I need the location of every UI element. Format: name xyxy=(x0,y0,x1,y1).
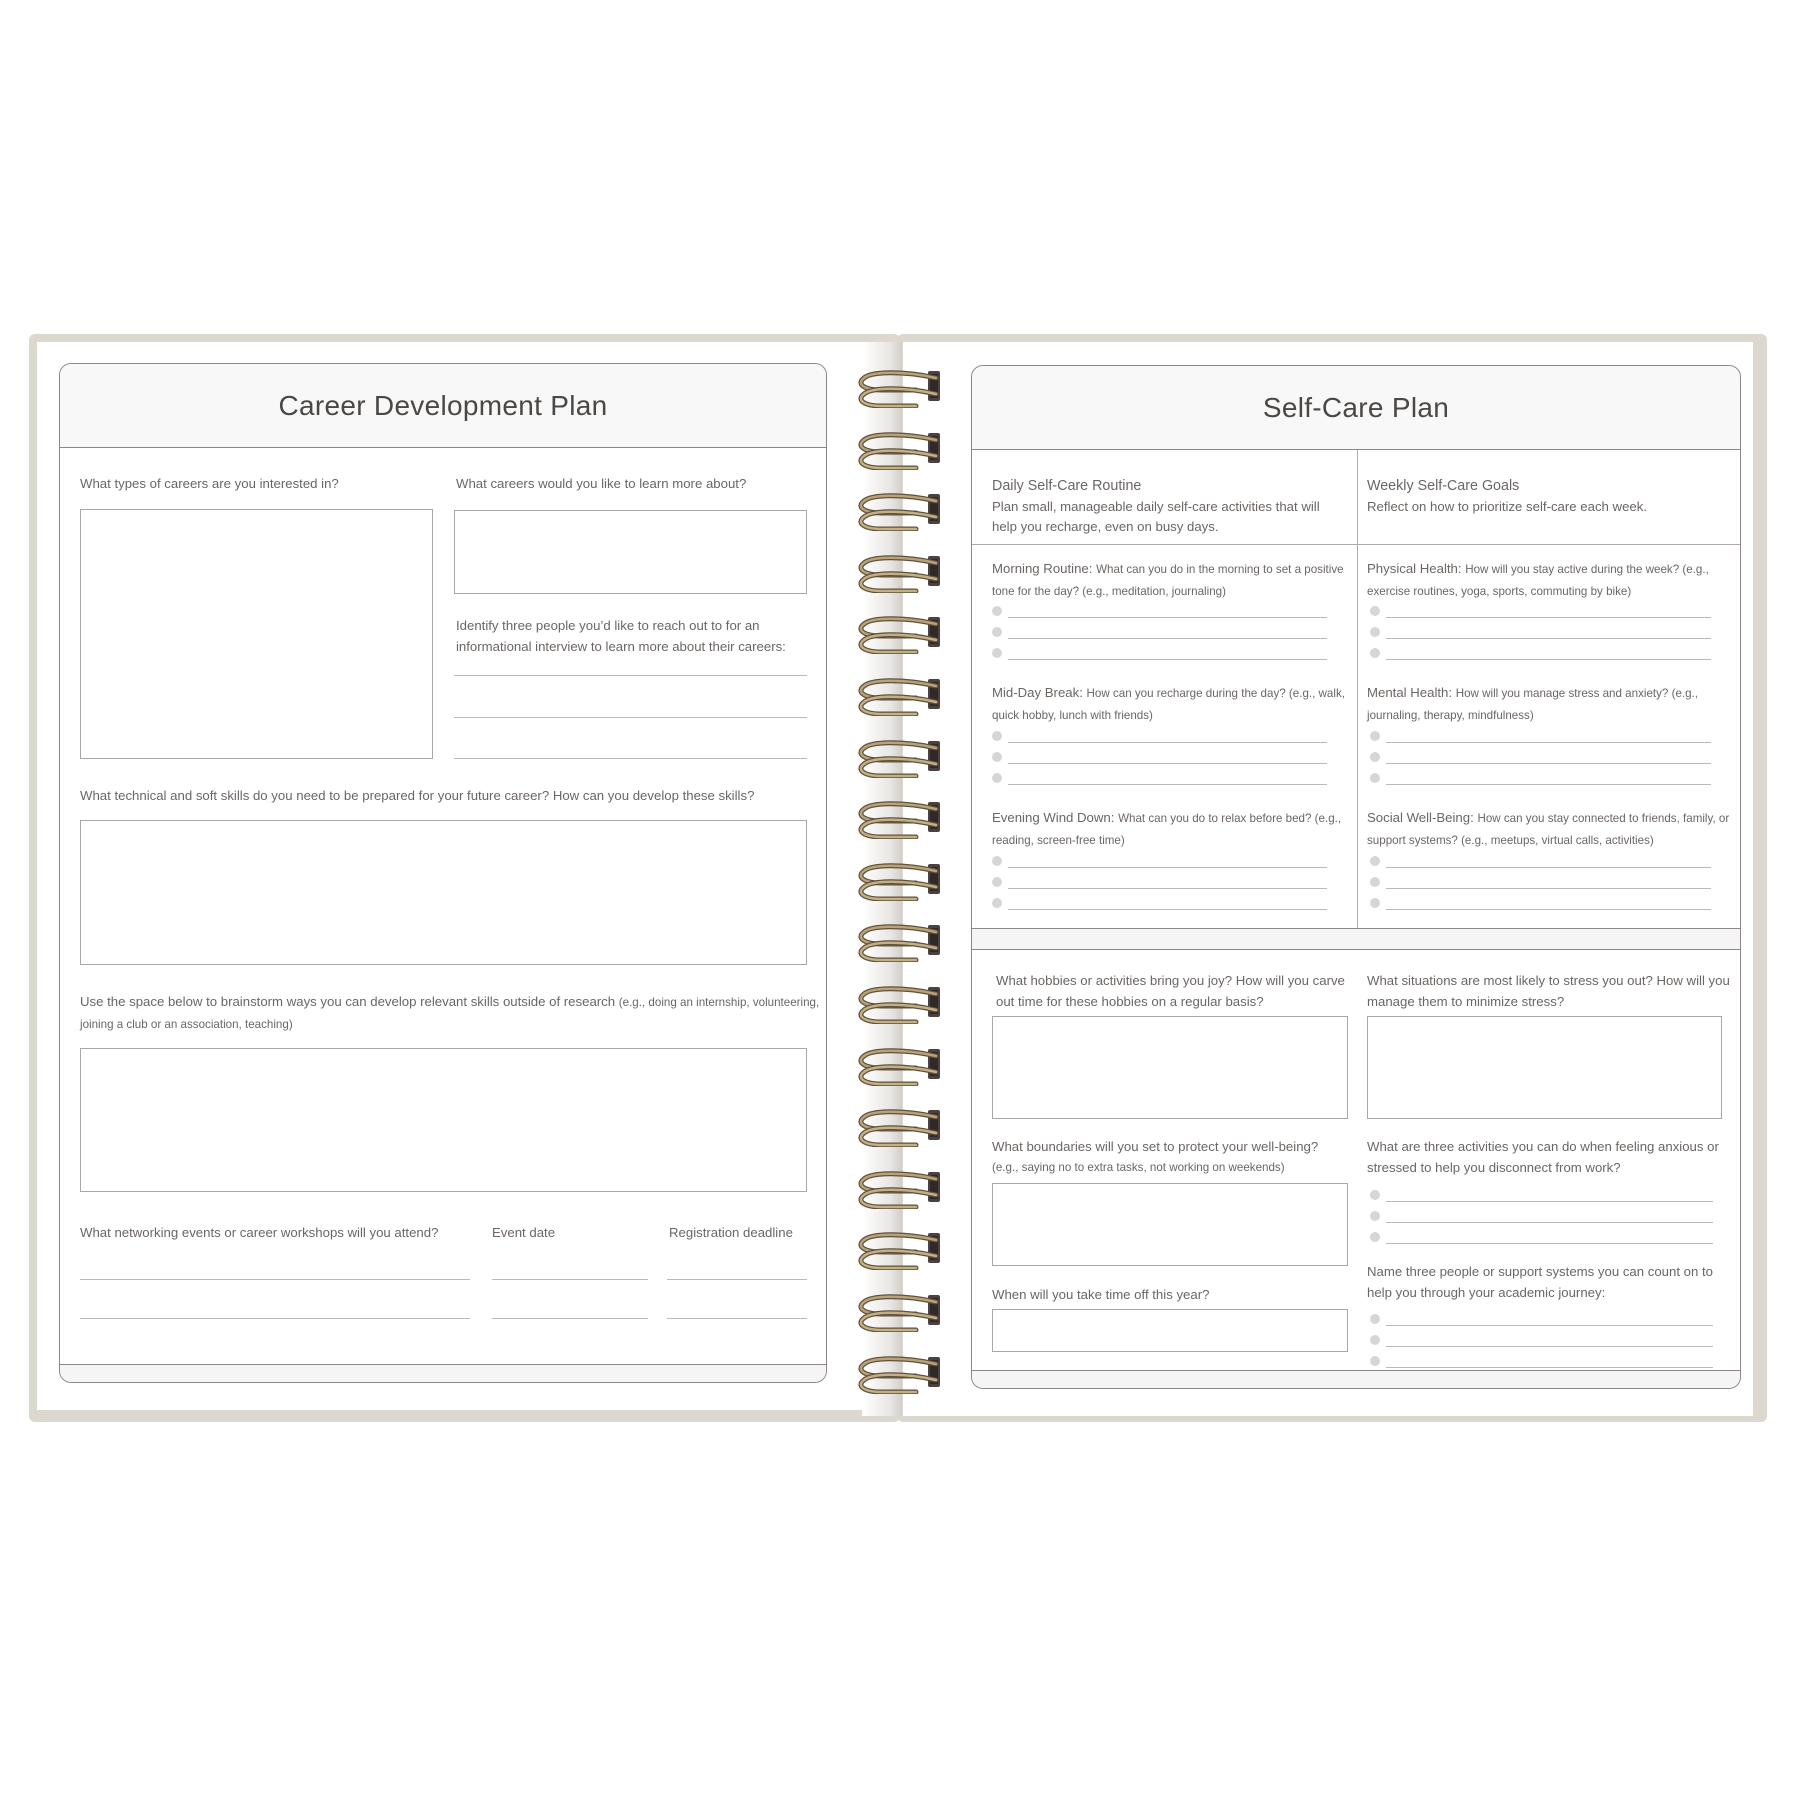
daily-routine-heading: Daily Self-Care Routine xyxy=(992,478,1142,494)
bullet-dot-icon xyxy=(1370,1335,1380,1345)
careers-interested-question: What types of careers are you interested in? xyxy=(80,476,339,491)
morning-routine-prompt: What can you do in the morning to set a positive tone for the day? (e.g., meditation, journaling) xyxy=(992,563,1344,598)
spiral-coil-icon xyxy=(856,430,952,470)
social-well-being-prompt: How can you stay connected to friends, family, or support systems? (e.g., meetups, virtual calls, activities) xyxy=(1367,812,1730,847)
evening-wind-down-label: Evening Wind Down: xyxy=(992,810,1115,825)
spiral-coil-icon xyxy=(856,861,952,901)
spiral-coil-icon xyxy=(856,1292,952,1332)
contact-line-1[interactable] xyxy=(454,675,807,676)
bullet-dot-icon xyxy=(1370,1356,1380,1366)
physical-line-3[interactable] xyxy=(1386,659,1711,660)
column-divider xyxy=(1357,450,1358,928)
boundaries-box[interactable] xyxy=(992,1183,1348,1266)
morning-routine-question xyxy=(992,559,1347,602)
careers-interested-box[interactable] xyxy=(80,509,433,759)
bullet-dot-icon xyxy=(1370,752,1380,762)
mental-line-3[interactable] xyxy=(1386,784,1711,785)
event-name-line-2[interactable] xyxy=(80,1318,470,1319)
physical-health-prompt: How will you stay active during the week? (e.g., exercise routines, yoga, sports, commuting by bike) xyxy=(1367,563,1709,598)
evening-line-2[interactable] xyxy=(1008,888,1327,889)
contact-line-3[interactable] xyxy=(454,758,807,759)
skills-question: What technical and soft skills do you need to be prepared for your future career? How can you develop these skills? xyxy=(80,788,755,803)
time-off-question: When will you take time off this year? xyxy=(992,1287,1210,1302)
brainstorm-main-text: Use the space below to brainstorm ways you can develop relevant skills outside of research xyxy=(80,994,616,1009)
weekly-goals-heading: Weekly Self-Care Goals xyxy=(1367,478,1520,494)
bullet-dot-icon xyxy=(992,731,1002,741)
event-date-header: Event date xyxy=(492,1225,556,1240)
registration-line-1[interactable] xyxy=(667,1279,807,1280)
bullet-dot-icon xyxy=(1370,877,1380,887)
morning-line-2[interactable] xyxy=(1008,638,1327,639)
spiral-coil-icon xyxy=(856,368,952,408)
bullet-dot-icon xyxy=(1370,1211,1380,1221)
midday-line-1[interactable] xyxy=(1008,742,1327,743)
support-question: Name three people or support systems you can count on to help you through your academic journey: xyxy=(1367,1264,1713,1300)
spiral-coil-icon xyxy=(856,1107,952,1147)
midday-break-label: Mid-Day Break: xyxy=(992,685,1083,700)
evening-line-3[interactable] xyxy=(1008,909,1327,910)
bullet-dot-icon xyxy=(992,752,1002,762)
hobbies-question: What hobbies or activities bring you joy? How will you carve out time for these hobbies on a regular basis? xyxy=(996,973,1345,1009)
bullet-dot-icon xyxy=(992,627,1002,637)
activity-line-3[interactable] xyxy=(1386,1243,1713,1244)
boundaries-example-text: (e.g., saying no to extra tasks, not working on weekends) xyxy=(992,1160,1285,1174)
support-line-1[interactable] xyxy=(1386,1325,1713,1326)
page-footer xyxy=(60,1364,826,1382)
event-date-line-1[interactable] xyxy=(492,1279,648,1280)
bullet-dot-icon xyxy=(1370,1190,1380,1200)
spiral-coil-icon xyxy=(856,1230,952,1270)
registration-deadline-header: Registration deadline xyxy=(669,1225,793,1240)
midday-break-question xyxy=(992,683,1347,726)
brainstorm-question xyxy=(80,992,820,1035)
social-well-being-question xyxy=(1367,808,1737,851)
stress-question: What situations are most likely to stress you out? How will you manage them to minimize stress? xyxy=(1367,973,1730,1009)
networking-question: What networking events or career workshops will you attend? xyxy=(80,1225,439,1240)
activity-line-2[interactable] xyxy=(1386,1222,1713,1223)
midday-break-prompt: How can you recharge during the day? (e.g., walk, quick hobby, lunch with friends) xyxy=(992,687,1345,722)
three-activities-question: What are three activities you can do when feeling anxious or stressed to help you disconnect from work? xyxy=(1367,1139,1719,1175)
morning-routine-label: Morning Routine: xyxy=(992,561,1093,576)
bullet-dot-icon xyxy=(992,648,1002,658)
page-title: Career Development Plan xyxy=(278,390,608,421)
mental-line-1[interactable] xyxy=(1386,742,1711,743)
social-well-being-label: Social Well-Being: xyxy=(1367,810,1474,825)
midday-line-2[interactable] xyxy=(1008,763,1327,764)
bullet-dot-icon xyxy=(1370,627,1380,637)
bullet-dot-icon xyxy=(992,856,1002,866)
spiral-coil-icon xyxy=(856,984,952,1024)
hobbies-box[interactable] xyxy=(992,1016,1348,1119)
bullet-dot-icon xyxy=(1370,1232,1380,1242)
bullet-dot-icon xyxy=(1370,856,1380,866)
mental-health-question xyxy=(1367,683,1732,726)
physical-line-2[interactable] xyxy=(1386,638,1711,639)
spiral-coil-icon xyxy=(856,614,952,654)
bullet-dot-icon xyxy=(992,877,1002,887)
daily-routine-heading-block xyxy=(992,476,1347,538)
physical-health-question xyxy=(1367,559,1732,602)
careers-learn-question: What careers would you like to learn more about? xyxy=(456,476,747,491)
registration-line-2[interactable] xyxy=(667,1318,807,1319)
activity-line-1[interactable] xyxy=(1386,1201,1713,1202)
spiral-coil-icon xyxy=(856,676,952,716)
morning-line-1[interactable] xyxy=(1008,617,1327,618)
evening-wind-down-prompt: What can you do to relax before bed? (e.g., reading, screen-free time) xyxy=(992,812,1342,847)
physical-health-label: Physical Health: xyxy=(1367,561,1462,576)
mental-line-2[interactable] xyxy=(1386,763,1711,764)
spiral-coil-icon xyxy=(856,799,952,839)
morning-line-3[interactable] xyxy=(1008,659,1327,660)
weekly-goals-heading-block xyxy=(1367,476,1732,517)
contact-line-2[interactable] xyxy=(454,717,807,718)
support-line-2[interactable] xyxy=(1386,1346,1713,1347)
bullet-dot-icon xyxy=(1370,898,1380,908)
evening-wind-down-question xyxy=(992,808,1352,851)
spiral-coil-icon xyxy=(856,1169,952,1209)
mental-health-label: Mental Health: xyxy=(1367,685,1453,700)
boundaries-main-text: What boundaries will you set to protect your well-being? xyxy=(992,1139,1319,1154)
spiral-coil-icon xyxy=(856,491,952,531)
spiral-coil-icon xyxy=(856,738,952,778)
bullet-dot-icon xyxy=(1370,1314,1380,1324)
boundaries-question xyxy=(992,1137,1357,1178)
event-name-line-1[interactable] xyxy=(80,1279,470,1280)
bullet-dot-icon xyxy=(1370,731,1380,741)
support-line-3[interactable] xyxy=(1386,1367,1713,1368)
social-line-1[interactable] xyxy=(1386,867,1711,868)
skills-box[interactable] xyxy=(80,820,807,965)
bullet-dot-icon xyxy=(992,606,1002,616)
weekly-goals-description: Reflect on how to prioritize self-care each week. xyxy=(1367,498,1647,514)
spiral-coil-icon xyxy=(856,553,952,593)
bullet-dot-icon xyxy=(992,773,1002,783)
section-band xyxy=(972,928,1740,950)
physical-line-1[interactable] xyxy=(1386,617,1711,618)
bullet-dot-icon xyxy=(1370,648,1380,658)
spiral-coil-icon xyxy=(856,1046,952,1086)
midday-line-3[interactable] xyxy=(1008,784,1327,785)
self-care-page xyxy=(971,365,1741,1389)
event-date-line-2[interactable] xyxy=(492,1318,648,1319)
bullet-dot-icon xyxy=(1370,606,1380,616)
brainstorm-box[interactable] xyxy=(80,1048,807,1192)
bullet-dot-icon xyxy=(1370,773,1380,783)
brainstorm-example-text: (e.g., doing an internship, volunteering, joining a club or an association, teaching) xyxy=(80,996,820,1031)
careers-learn-box[interactable] xyxy=(454,510,807,594)
page-footer xyxy=(972,1370,1740,1388)
spiral-coil-icon xyxy=(856,922,952,962)
three-people-question: Identify three people you’d like to reach out to for an informational interview to learn more about their careers: xyxy=(456,618,786,654)
spiral-coil-icon xyxy=(856,1354,952,1394)
daily-routine-description: Plan small, manageable daily self-care activities that will help you recharge, even on busy days. xyxy=(992,498,1320,534)
page-title: Self-Care Plan xyxy=(1262,392,1450,423)
social-line-3[interactable] xyxy=(1386,909,1711,910)
bullet-dot-icon xyxy=(992,898,1002,908)
social-line-2[interactable] xyxy=(1386,888,1711,889)
time-off-box[interactable] xyxy=(992,1309,1348,1352)
section-divider xyxy=(972,544,1740,545)
evening-line-1[interactable] xyxy=(1008,867,1327,868)
career-development-page xyxy=(59,363,827,1383)
mental-health-prompt: How will you manage stress and anxiety? (e.g., journaling, therapy, mindfulness) xyxy=(1367,687,1699,722)
stress-box[interactable] xyxy=(1367,1016,1722,1119)
